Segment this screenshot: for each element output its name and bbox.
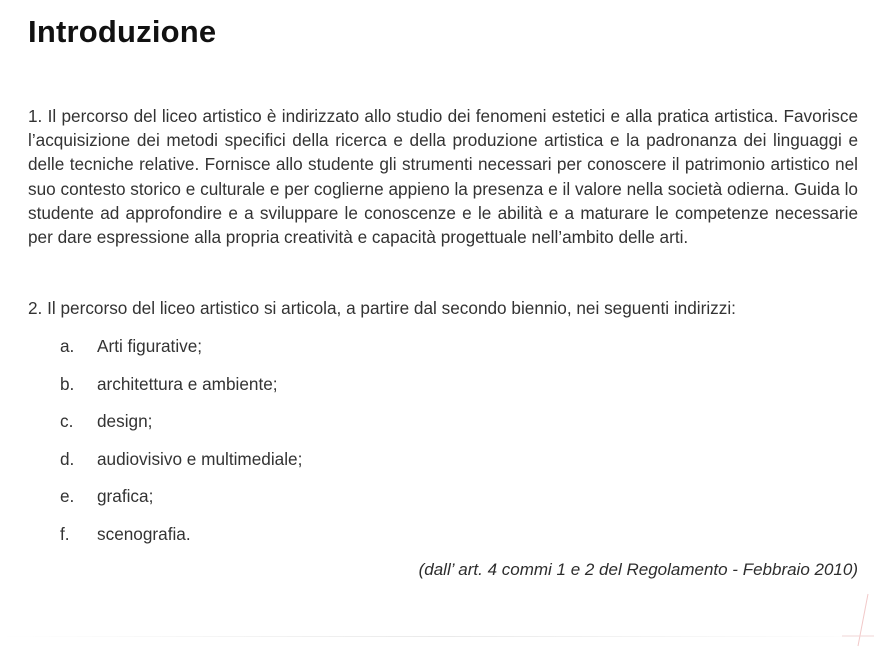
page-title: Introduzione [28,14,217,49]
list-marker: c. [60,411,74,431]
list-marker: d. [60,448,75,469]
paragraph-2: 2. Il percorso del liceo artistico si articola, a partire dal secondo biennio, nei seguenti indirizzi: [28,298,736,318]
list-item-text: architettura e ambiente; [97,373,278,394]
list-marker: b. [60,373,75,394]
list-item [60,372,302,410]
citation: (dall’ art. 4 commi 1 e 2 del Regolamento - Febbraio 2010) [418,560,858,579]
list-item-text: scenografia. [97,523,191,544]
list-item [60,447,302,485]
list-item-text: Arti figurative; [97,336,203,356]
list-marker: a. [60,336,75,356]
page-edge-divider [0,636,884,637]
list-item [60,334,302,372]
scan-artifact-mark [836,590,876,650]
list-item [60,409,302,447]
list-marker: e. [60,486,75,506]
paragraph-1: 1. Il percorso del liceo artistico è indirizzato allo studio dei fenomeni estetici e alla pratica artistica. Favorisce l’acquisizione dei metodi specifici della ricerca e della produzione artistica e la padronanza dei linguaggi e delle tecniche relative. Fornisce allo studente gli strumenti necessari per conoscere il patrimonio artistico nel suo contesto storico e culturale e per coglierne appieno la presenza e il valore nella società odierna. Guida lo studente ad approfondire e a sviluppare le conoscenze e le abilità e a maturare le competenze necessarie per dare espressione alla propria creatività e capacità progettuale nell’ambito delle arti. [28,106,858,248]
list-item [60,484,302,522]
list-item-text: design; [97,411,153,431]
list-marker: f. [60,523,70,544]
indirizzi-list [60,334,302,559]
list-item [60,522,302,560]
list-item-text: grafica; [97,486,154,506]
list-item-text: audiovisivo e multimediale; [97,448,303,469]
